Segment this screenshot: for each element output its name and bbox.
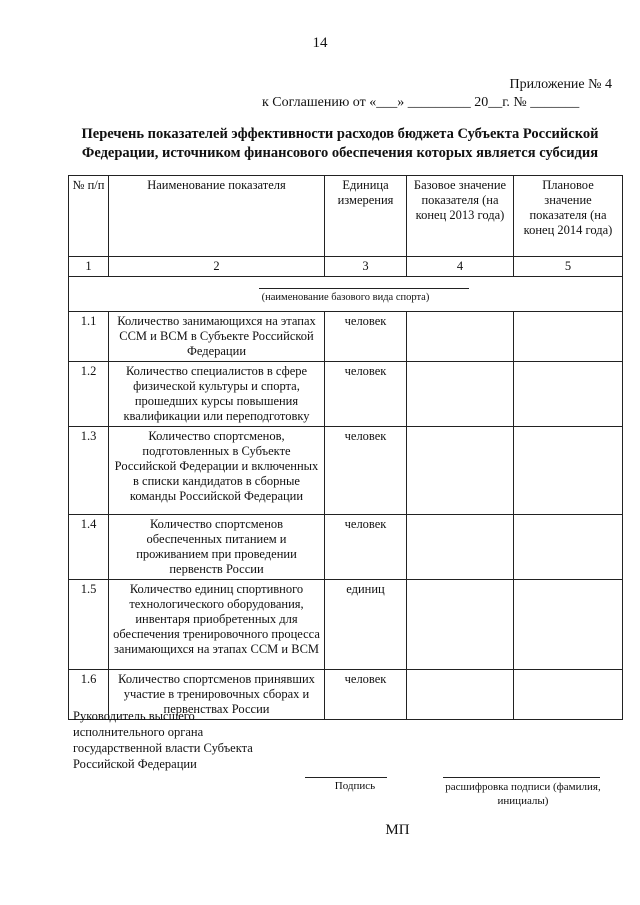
appendix-label: Приложение № 4 bbox=[509, 77, 612, 92]
header-unit: Единица измерения bbox=[325, 176, 407, 257]
row-base bbox=[407, 670, 514, 720]
row-name: Количество спортсменов принявших участие в тренировочных сборах и первенствах России bbox=[109, 670, 325, 720]
row-unit: человек bbox=[325, 362, 407, 427]
signature-label: Подпись bbox=[334, 780, 376, 792]
header-name: Наименование показателя bbox=[109, 176, 325, 257]
column-number: 5 bbox=[514, 257, 623, 277]
row-name: Количество специалистов в сфере физической культуры и спорта, прошедших курсы повышения квалификации или переподготовку bbox=[109, 362, 325, 427]
row-base bbox=[407, 515, 514, 580]
sport-cell bbox=[69, 277, 623, 312]
sport-label: (наименование базового вида спорта) bbox=[261, 292, 430, 303]
row-name: Количество спортсменов обеспеченных питанием и проживанием при проведении первенств России bbox=[109, 515, 325, 580]
signature-decode-line bbox=[443, 777, 600, 778]
row-name: Количество занимающихся на этапах ССМ и ВСМ в Субъекте Российской Федерации bbox=[109, 312, 325, 362]
row-unit: человек bbox=[325, 427, 407, 515]
column-number-row bbox=[69, 257, 623, 277]
sport-fill-line bbox=[259, 288, 469, 289]
table-row bbox=[69, 580, 623, 670]
row-plan bbox=[514, 427, 623, 515]
row-unit: человек bbox=[325, 670, 407, 720]
row-base bbox=[407, 580, 514, 670]
row-num: 1.5 bbox=[69, 580, 109, 670]
row-base bbox=[407, 312, 514, 362]
row-num: 1.2 bbox=[69, 362, 109, 427]
row-name: Количество единиц спортивного технологического оборудования, инвентаря приобретенных для обеспечения тренировочного процесса занимающихся на этапах ССМ и ВСМ bbox=[109, 580, 325, 670]
header-plan: Плановое значение показателя (на конец 2014 года) bbox=[514, 176, 623, 257]
indicators-table bbox=[68, 175, 623, 720]
column-number: 1 bbox=[69, 257, 109, 277]
row-unit: единиц bbox=[325, 580, 407, 670]
header-num: № п/п bbox=[69, 176, 109, 257]
column-number: 3 bbox=[325, 257, 407, 277]
sport-row bbox=[69, 277, 623, 312]
row-num: 1.1 bbox=[69, 312, 109, 362]
table-row bbox=[69, 515, 623, 580]
signature-line bbox=[305, 777, 387, 778]
header-base: Базовое значение показателя (на конец 2013 года) bbox=[407, 176, 514, 257]
row-base bbox=[407, 427, 514, 515]
row-base bbox=[407, 362, 514, 427]
page-number: 14 bbox=[312, 35, 328, 51]
row-num: 1.6 bbox=[69, 670, 109, 720]
table-row bbox=[69, 312, 623, 362]
row-plan bbox=[514, 580, 623, 670]
row-unit: человек bbox=[325, 312, 407, 362]
official-title: Руководитель высшего исполнительного органа государственной власти Субъекта Российской Федерации bbox=[73, 709, 253, 771]
row-num: 1.4 bbox=[69, 515, 109, 580]
row-plan bbox=[514, 312, 623, 362]
row-unit: человек bbox=[325, 515, 407, 580]
table-row bbox=[69, 362, 623, 427]
header-row bbox=[69, 176, 623, 257]
column-number: 2 bbox=[109, 257, 325, 277]
agreement-reference: к Соглашению от «___» _________ 20__г. № _______ bbox=[262, 95, 580, 110]
document-title: Перечень показателей эффективности расходов бюджета Субъекта Российской Федерации, источником финансового обеспечения которых является субсидия bbox=[81, 126, 599, 161]
row-plan bbox=[514, 515, 623, 580]
row-name: Количество спортсменов, подготовленных в Субъекте Российской Федерации и включенных в списки кандидатов в сборные команды Российской Федерации bbox=[109, 427, 325, 515]
row-plan bbox=[514, 362, 623, 427]
column-number: 4 bbox=[407, 257, 514, 277]
signature-decode-label: расшифровка подписи (фамилия, инициалы) bbox=[445, 781, 601, 807]
table-row bbox=[69, 427, 623, 515]
row-num: 1.3 bbox=[69, 427, 109, 515]
stamp-placeholder: МП bbox=[385, 822, 410, 838]
row-plan bbox=[514, 670, 623, 720]
